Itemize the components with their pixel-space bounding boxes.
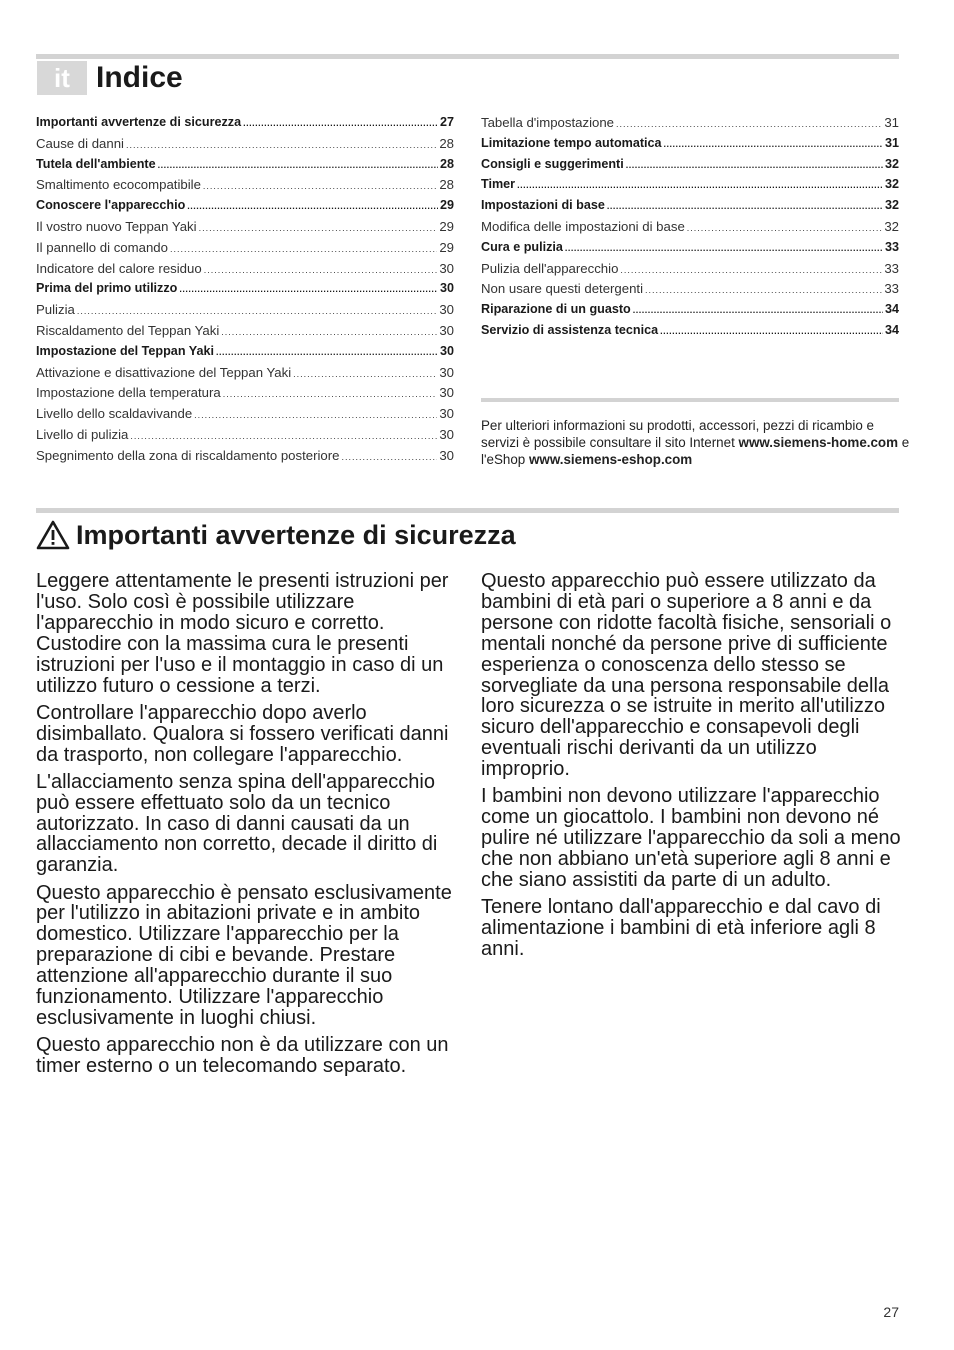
toc-entry-title: Modifica delle impostazioni di base xyxy=(481,218,685,234)
toc-leader-dots xyxy=(565,243,883,253)
toc-entry-title: Livello di pulizia xyxy=(36,426,129,442)
page-title: Indice xyxy=(96,61,183,94)
toc-entry[interactable] xyxy=(481,198,899,219)
toc-entry[interactable] xyxy=(481,136,899,157)
toc-leader-dots xyxy=(221,327,437,337)
toc-entry-page: 34 xyxy=(884,302,899,317)
toc-leader-dots xyxy=(170,244,437,254)
toc-entry[interactable] xyxy=(36,157,454,178)
toc-leader-dots xyxy=(517,180,883,190)
body-left-column xyxy=(36,571,456,1083)
toc-entry-page: 30 xyxy=(439,281,454,296)
info-note xyxy=(481,417,911,468)
toc-entry-page: 30 xyxy=(439,322,454,338)
toc-entry-title: Smaltimento ecocompatibile xyxy=(36,177,201,193)
body-paragraph: Tenere lontano dall'apparecchio e dal cavo di alimentazione i bambini di età inferiore agli 8 anni. xyxy=(481,896,881,960)
toc-entry[interactable] xyxy=(36,219,454,240)
toc-entry-title: Pulizia xyxy=(36,302,75,318)
toc-entry-title: Riparazione di un guasto xyxy=(481,302,631,317)
toc-entry-page: 32 xyxy=(884,198,899,213)
toc-entry[interactable] xyxy=(36,427,454,448)
toc-leader-dots xyxy=(664,139,883,149)
eshop-link[interactable]: www.siemens-eshop.com xyxy=(529,452,693,467)
toc-right-column xyxy=(481,115,899,344)
info-middle-text: e l'eShop xyxy=(481,435,910,467)
toc-entry-page: 30 xyxy=(439,364,454,380)
toc-entry-title: Impostazione del Teppan Yaki xyxy=(36,343,214,358)
toc-leader-dots xyxy=(223,389,438,399)
language-badge: it xyxy=(37,61,87,95)
toc-leader-dots xyxy=(626,160,883,170)
toc-entry-page: 31 xyxy=(884,115,899,130)
website-link[interactable]: www.siemens-home.com xyxy=(738,435,899,450)
toc-entry[interactable] xyxy=(481,302,899,323)
body-paragraph: Leggere attentamente le presenti istruzioni per l'uso. Solo così è possibile utilizzare l'apparecchio in modo sicuro e corretto. Custodire con la massima cura le presenti istruzioni per l'uso e il montaggio in caso di un utilizzo futuro o cessione a terzi. xyxy=(36,570,449,697)
toc-leader-dots xyxy=(645,285,882,295)
toc-entry-title: Conoscere l'apparecchio xyxy=(36,198,186,213)
body-right-column xyxy=(481,571,901,966)
toc-leader-dots xyxy=(204,265,438,275)
toc-entry-page: 31 xyxy=(884,135,899,150)
toc-entry-page: 30 xyxy=(439,426,454,442)
toc-leader-dots xyxy=(187,201,438,211)
toc-leader-dots xyxy=(126,140,437,150)
section-title: Importanti avvertenze di sicurezza xyxy=(76,519,516,550)
toc-left-column xyxy=(36,115,454,469)
toc-entry-page: 30 xyxy=(439,447,454,463)
toc-entry[interactable] xyxy=(36,261,454,282)
toc-entry-title: Tutela dell'ambiente xyxy=(36,156,156,171)
toc-entry-title: Tabella d'impostazione xyxy=(481,115,615,130)
toc-leader-dots xyxy=(216,347,438,357)
body-paragraph: L'allacciamento senza spina dell'apparecchio può essere effettuato solo da un tecnico autorizzato. In caso di danni causati da un allacciamento non corretto, decade il diritto di garanzia. xyxy=(36,770,438,877)
info-rule xyxy=(481,398,899,402)
toc-entry-page: 30 xyxy=(439,302,454,318)
toc-entry-title: Cura e pulizia xyxy=(481,239,563,254)
toc-entry[interactable] xyxy=(481,281,899,302)
toc-leader-dots xyxy=(660,326,883,336)
toc-entry[interactable] xyxy=(481,261,899,282)
toc-entry-title: Riscaldamento del Teppan Yaki xyxy=(36,322,220,338)
toc-entry-title: Non usare questi detergenti xyxy=(481,281,644,297)
toc-entry-page: 32 xyxy=(884,177,899,192)
toc-entry-title: Timer xyxy=(481,177,516,192)
toc-entry-page: 29 xyxy=(439,239,454,255)
toc-entry[interactable] xyxy=(36,448,454,469)
body-paragraph: Questo apparecchio è pensato esclusivamente per l'utilizzo in abitazioni private e in ambito domestico. Utilizzare l'apparecchio per la preparazione di cibi e bevande. Prestare attenzione all'apparecchio durante il suo funzionamento. Utilizzare l'apparecchio esclusivamente in luoghi chiusi. xyxy=(36,881,452,1030)
toc-entry[interactable] xyxy=(36,240,454,261)
toc-entry-title: Limitazione tempo automatica xyxy=(481,135,662,150)
toc-entry-page: 33 xyxy=(884,239,899,254)
toc-leader-dots xyxy=(203,181,437,191)
toc-entry-page: 29 xyxy=(439,198,454,213)
toc-entry-page: 34 xyxy=(884,322,899,337)
toc-leader-dots xyxy=(77,306,437,316)
toc-leader-dots xyxy=(607,201,883,211)
toc-leader-dots xyxy=(620,265,882,275)
toc-entry-title: Consigli e suggerimenti xyxy=(481,156,624,171)
toc-entry-page: 28 xyxy=(439,177,454,193)
toc-entry-page: 33 xyxy=(884,281,899,297)
page-number: 27 xyxy=(883,1304,899,1320)
toc-entry[interactable] xyxy=(36,281,454,302)
toc-leader-dots xyxy=(616,119,882,129)
toc-entry[interactable] xyxy=(36,344,454,365)
toc-leader-dots xyxy=(633,305,883,315)
toc-entry[interactable] xyxy=(36,385,454,406)
toc-leader-dots xyxy=(293,369,437,379)
toc-entry[interactable] xyxy=(481,323,899,344)
toc-entry[interactable] xyxy=(36,302,454,323)
toc-entry-title: Livello dello scaldavivande xyxy=(36,406,193,422)
toc-entry[interactable] xyxy=(36,115,454,136)
body-paragraph: Controllare l'apparecchio dopo averlo disimballato. Qualora si fossero verificati danni da trasporto, non collegare l'apparecchio. xyxy=(36,701,449,766)
toc-entry[interactable] xyxy=(36,177,454,198)
toc-entry-title: Cause di danni xyxy=(36,135,124,151)
toc-entry-page: 29 xyxy=(439,218,454,234)
toc-entry-title: Servizio di assistenza tecnica xyxy=(481,322,659,337)
toc-entry[interactable] xyxy=(36,365,454,386)
toc-entry-title: Attivazione e disattivazione del Teppan Yaki xyxy=(36,364,292,380)
toc-entry-title: Prima del primo utilizzo xyxy=(36,281,178,296)
toc-entry[interactable] xyxy=(481,219,899,240)
toc-entry-title: Impostazioni di base xyxy=(481,198,605,213)
toc-entry-title: Pulizia dell'apparecchio xyxy=(481,260,619,276)
toc-entry-title: Il pannello di comando xyxy=(36,239,168,255)
toc-entry-page: 30 xyxy=(439,260,454,276)
toc-leader-dots xyxy=(130,431,437,441)
toc-entry-page: 27 xyxy=(439,115,454,129)
body-paragraph: Questo apparecchio può essere utilizzato da bambini di età pari o superiore a 8 anni e da persone con ridotte facoltà fisiche, sensoriali o mentali nonché da persone prive di sufficiente esperienza o conoscenza dello stesso se sorvegliate da una persona responsabile della loro sicurezza o se istruite in merito all'utilizzo sicuro dell'apparecchio e consapevoli degli eventuali rischi derivanti da un utilizzo improprio. xyxy=(481,570,892,781)
toc-entry-title: Indicatore del calore residuo xyxy=(36,260,202,276)
toc-leader-dots xyxy=(243,118,438,128)
toc-entry[interactable] xyxy=(36,406,454,427)
toc-entry[interactable] xyxy=(481,115,899,136)
section-rule xyxy=(36,508,899,513)
toc-entry-title: Impostazione della temperatura xyxy=(36,385,221,401)
body-paragraph: Questo apparecchio non è da utilizzare con un timer esterno o un telecomando separato. xyxy=(36,1034,449,1078)
info-text: Per ulteriori informazioni su prodotti, accessori, pezzi di ricambio e servizi è possibile consultare il sito Internet xyxy=(481,418,874,450)
toc-leader-dots xyxy=(199,223,438,233)
toc-leader-dots xyxy=(194,410,437,420)
toc-entry-page: 28 xyxy=(439,156,454,171)
section-heading xyxy=(36,515,516,555)
toc-leader-dots xyxy=(687,223,883,233)
toc-entry-page: 30 xyxy=(439,406,454,422)
toc-leader-dots xyxy=(158,160,438,170)
toc-entry-page: 33 xyxy=(884,260,899,276)
toc-entry-page: 30 xyxy=(439,385,454,401)
toc-entry-title: Importanti avvertenze di sicurezza xyxy=(36,115,242,129)
toc-entry[interactable] xyxy=(36,323,454,344)
toc-entry[interactable] xyxy=(36,198,454,219)
toc-entry-title: Spegnimento della zona di riscaldamento posteriore xyxy=(36,447,340,463)
toc-leader-dots xyxy=(179,284,438,294)
toc-leader-dots xyxy=(342,452,438,462)
toc-entry[interactable] xyxy=(481,177,899,198)
toc-entry-page: 32 xyxy=(884,156,899,171)
toc-entry[interactable] xyxy=(481,240,899,261)
toc-entry[interactable] xyxy=(481,157,899,178)
toc-entry[interactable] xyxy=(36,136,454,157)
body-paragraph: I bambini non devono utilizzare l'apparecchio come un giocattolo. I bambini non devono né pulire né utilizzare l'apparecchio da soli a meno che non abbiano un'età superiore agli 8 anni e che siano assistiti da parte di un adulto. xyxy=(481,785,901,891)
warning-triangle-icon xyxy=(36,520,70,550)
toc-entry-page: 32 xyxy=(884,218,899,234)
toc-entry-title: Il vostro nuovo Teppan Yaki xyxy=(36,218,197,234)
toc-entry-page: 30 xyxy=(439,343,454,358)
toc-entry-page: 28 xyxy=(439,135,454,151)
